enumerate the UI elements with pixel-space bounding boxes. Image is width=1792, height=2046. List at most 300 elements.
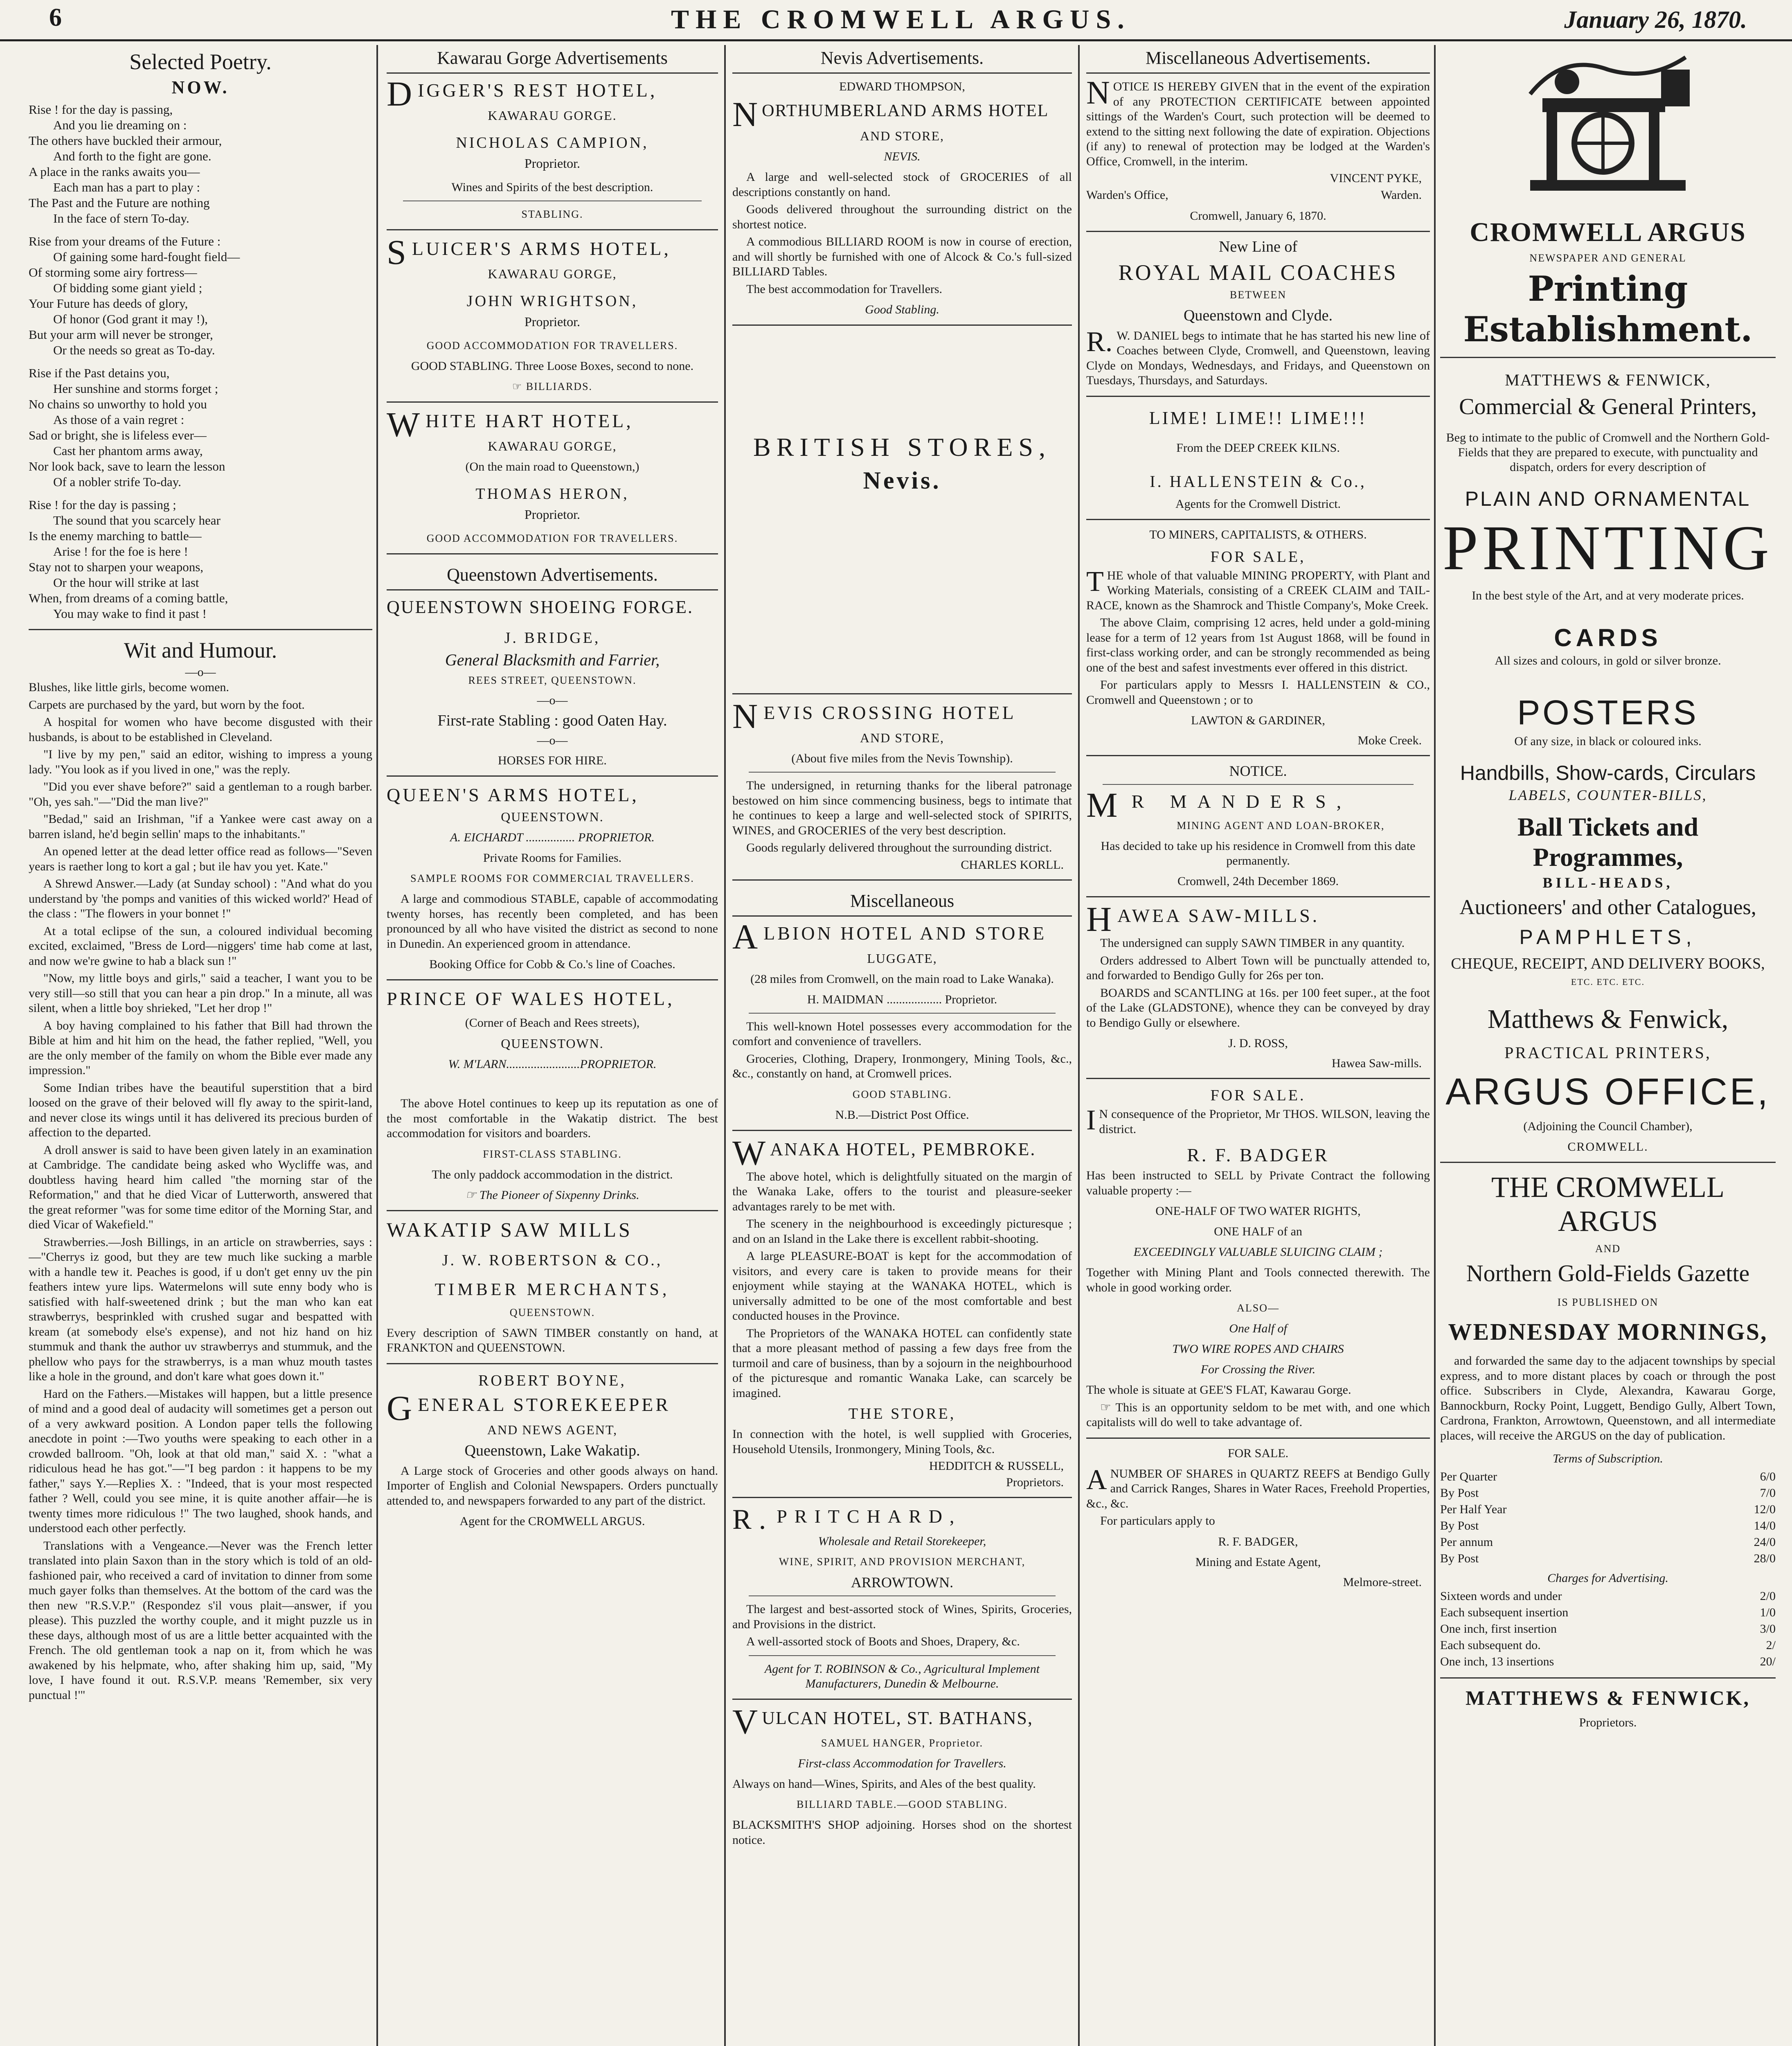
ad-sub: MINING AGENT AND LOAN-BROKER, bbox=[1177, 820, 1385, 831]
drop-cap: A bbox=[732, 917, 761, 956]
ad-trade: General Blacksmith and Farrier, bbox=[445, 651, 660, 669]
rate-label: Each subsequent insertion bbox=[1440, 1606, 1569, 1619]
poem-line: The Past and the Future are nothing bbox=[29, 196, 210, 210]
poem-line: Nor look back, save to learn the lesson bbox=[29, 459, 225, 473]
ad-body: Goods regularly delivered throughout the surrounding district. bbox=[746, 841, 1052, 854]
brand-sub: NEWSPAPER AND GENERAL bbox=[1529, 252, 1686, 264]
ad-proprietor: H. MAIDMAN .................. Proprietor. bbox=[807, 992, 997, 1006]
ad-line: One Half of bbox=[1229, 1322, 1287, 1335]
cards-note: All sizes and colours, in gold or silver bronze. bbox=[1495, 654, 1721, 667]
masthead bbox=[0, 0, 1792, 41]
ad-line: The only paddock accommodation in the district. bbox=[432, 1167, 673, 1181]
proprietor-name: JOHN WRIGHTSON, bbox=[466, 293, 638, 310]
ad-signature: Melmore-street. bbox=[1343, 1575, 1422, 1589]
ad-address: REES STREET, QUEENSTOWN. bbox=[468, 674, 637, 686]
wit-paragraph: A droll answer is said to have been given lately in an examination at Cambridge. The candidate being asked who Wycliffe was, and doubtless having heard him called "the morning star of the Reformation," and that he died Vicar of Lutterworth, answered that the great reformer "was for some time editor of the Morning Star, and died Vicar of Wakefield." bbox=[29, 1143, 372, 1231]
ad-signature: Moke Creek. bbox=[1358, 734, 1422, 747]
rate-row bbox=[1440, 1637, 1776, 1654]
ornament: —o— bbox=[185, 665, 216, 679]
ad-body: A well-assorted stock of Boots and Shoes, Drapery, &c. bbox=[746, 1635, 1020, 1648]
ad-line: ☞ BILLIARDS. bbox=[512, 381, 593, 392]
office-town: CROMWELL. bbox=[1567, 1140, 1648, 1154]
drop-cap: S bbox=[387, 232, 409, 272]
ad-title: IGGER'S REST HOTEL, bbox=[418, 80, 657, 101]
ad-place: QUEENSTOWN. bbox=[501, 809, 604, 824]
column-poetry-wit bbox=[29, 45, 372, 2046]
poem-line: Or the hour will strike at last bbox=[53, 575, 199, 590]
ad-vulcan-hotel bbox=[732, 1701, 1072, 1848]
ad-line: Agents for the Cromwell District. bbox=[1175, 497, 1341, 511]
wit-paragraph: At a total eclipse of the sun, a coloured individual becoming excited, exclaimed, "Bress de Lord—niggers' time hab come at last, and now we're gwine to hab a black sun !" bbox=[29, 924, 372, 968]
page-number: 6 bbox=[49, 4, 62, 32]
ad-body: The largest and best-assorted stock of Wines, Spirits, Groceries, and Provisions in the district. bbox=[732, 1602, 1072, 1631]
ad-title: ROYAL MAIL COACHES bbox=[1118, 260, 1398, 285]
ad-body: For particulars apply to bbox=[1100, 1514, 1215, 1528]
drop-cap: T bbox=[1086, 566, 1104, 597]
ad-title: EVIS CROSSING HOTEL bbox=[763, 702, 1016, 723]
ad-line: GOOD STABLING. bbox=[852, 1088, 952, 1100]
column-kawarau-queenstown bbox=[387, 45, 718, 2046]
pointing-hand-icon: ☞ bbox=[465, 1188, 480, 1202]
footer-role: Proprietors. bbox=[1579, 1716, 1637, 1729]
ad-sub: AND STORE, bbox=[860, 730, 945, 745]
printing-note: In the best style of the Art, and at very moderate prices. bbox=[1472, 589, 1744, 602]
ad-title: ORTHUMBERLAND ARMS HOTEL bbox=[762, 101, 1049, 120]
pointing-hand-icon: ☞ bbox=[512, 381, 526, 392]
ad-title: LBION HOTEL AND STORE bbox=[763, 922, 1047, 944]
poem-line: As those of a vain regret : bbox=[53, 412, 185, 427]
ad-body: W. DANIEL begs to intimate that he has started his new line of Coaches between Clyde, Cromwell, and Queenstown, leaving Clyde on Mondays, Wednesdays, and Fridays, and Queenstown on Tuesdays, Thursdays, and Saturdays. bbox=[1086, 329, 1430, 387]
poem-line: A place in the ranks awaits you— bbox=[29, 164, 200, 179]
ad-body: NUMBER OF SHARES in QUARTZ REEFS at Bendigo Gully and Carrick Ranges, Shares in Water Races, Freehold Properties, &c., &c. bbox=[1086, 1467, 1430, 1510]
ad-signature: J. D. ROSS, bbox=[1228, 1037, 1288, 1050]
paper-subtitle: Northern Gold-Fields Gazette bbox=[1466, 1260, 1750, 1287]
ad-trade: TIMBER MERCHANTS, bbox=[434, 1280, 670, 1299]
wit-paragraph: Blushes, like little girls, become women. bbox=[29, 680, 229, 694]
rate-row bbox=[1440, 1621, 1776, 1637]
wit-paragraph: An opened letter at the dead letter office read as follows—"Seven years is raether long to kort a gal ; but ile hav you yet. Kate." bbox=[29, 845, 372, 873]
ad-place: ARROWTOWN. bbox=[851, 1574, 954, 1591]
drop-cap: I bbox=[1086, 1104, 1096, 1136]
plain-ornamental: PLAIN AND ORNAMENTAL bbox=[1465, 487, 1751, 510]
ad-title: WAKATIP SAW MILLS bbox=[387, 1218, 633, 1241]
ad-body: N consequence of the Proprietor, Mr THOS. WILSON, leaving the district. bbox=[1099, 1107, 1430, 1136]
terms-table bbox=[1440, 1469, 1776, 1567]
ad-date: Cromwell, 24th December 1869. bbox=[1177, 874, 1339, 888]
ad-line: STABLING. bbox=[521, 208, 583, 220]
ad-wanaka-hotel bbox=[732, 1133, 1072, 1490]
rate-value: 20/ bbox=[1760, 1655, 1776, 1668]
section-heading: Nevis Advertisements. bbox=[732, 45, 1072, 74]
ad-body: A large and commodious STABLE, capable of accommodating twenty horses, has recently been completed, and has been pronounced by all who have visited the district as second to none in Dunedin. An experienced groom in attendance. bbox=[387, 892, 718, 951]
ad-signature: R. F. BADGER, bbox=[1218, 1534, 1298, 1548]
ad-heading: FOR SALE. bbox=[1210, 1087, 1306, 1104]
ad-robert-boyne bbox=[387, 1372, 718, 1529]
ad-line: BILLIARD TABLE.—GOOD STABLING. bbox=[796, 1798, 1008, 1810]
ad-line: ONE-HALF OF TWO WATER RIGHTS, bbox=[1155, 1204, 1361, 1218]
labels-line: LABELS, COUNTER-BILLS, bbox=[1508, 787, 1707, 803]
ad-route: Queenstown and Clyde. bbox=[1183, 306, 1333, 324]
poem-line: Or the needs so great as To-day. bbox=[53, 343, 215, 357]
poem-line: Her sunshine and storms forget ; bbox=[53, 381, 218, 396]
drop-cap: A bbox=[1086, 1464, 1107, 1496]
ad-line: Warden's Office, Warden. bbox=[1086, 188, 1422, 202]
wit-paragraph: "Did you ever shave before?" said a gentleman to a rough barber. "Oh, yes sah."—"Did the man live?" bbox=[29, 780, 372, 809]
poem-line: And you lie dreaming on : bbox=[53, 118, 187, 132]
cards-heading: CARDS bbox=[1554, 624, 1662, 651]
wit-paragraph: A boy having complained to his father that Bill had thrown the Bible at him and hit him on the head, the father replied, "Well, you are the only member of the family on whom the Bible ever made any impression." bbox=[29, 1018, 372, 1077]
ad-body: The whole is situate at GEE'S FLAT, Kawarau Gorge. bbox=[1086, 1383, 1351, 1397]
ad-line: Wines and Spirits of the best description. bbox=[451, 180, 653, 194]
wit-paragraph: "Now, my little boys and girls," said a teacher, I want you to be very still—so still that you can hear a pin drop." In a minute, all was silent, when a little boy shrieked, "Let her drop !" bbox=[29, 971, 372, 1015]
ad-trade: Wholesale and Retail Storekeeper, bbox=[818, 1534, 986, 1548]
paper-title: THE CROMWELL ARGUS bbox=[1491, 1171, 1724, 1237]
ad-firm: J. W. ROBERTSON & CO., bbox=[442, 1251, 663, 1269]
rate-label: By Post bbox=[1440, 1486, 1479, 1500]
terms-heading: Terms of Subscription. bbox=[1553, 1452, 1663, 1465]
ad-body: The undersigned, in returning thanks for the liberal patronage bestowed on him since commencing business, begs to intimate that he continues to keep a large and well-selected stock of SPIRITS, WINES, and GROCERIES of the very best description. bbox=[732, 779, 1072, 837]
ad-diggers-rest bbox=[387, 74, 718, 222]
pointing-hand-icon: ☞ bbox=[1100, 1400, 1116, 1414]
wit-paragraphs bbox=[29, 680, 372, 1703]
ad-protection-notice bbox=[1086, 75, 1430, 223]
poem-line: Of a nobler strife To-day. bbox=[53, 475, 181, 489]
wit-paragraph: A hospital for women who have become disgusted with their husbands, is about to be established in Cleveland. bbox=[29, 715, 372, 744]
office-location: (Adjoining the Council Chamber), bbox=[1523, 1120, 1693, 1133]
ad-line: Booking Office for Cobb & Co.'s line of Coaches. bbox=[429, 958, 675, 971]
poem-line: Stay not to sharpen your weapons, bbox=[29, 560, 204, 574]
ad-line: GOOD ACCOMMODATION FOR TRAVELLERS. bbox=[426, 340, 678, 352]
drop-cap: R. bbox=[1086, 326, 1113, 358]
ad-signature: LAWTON & GARDINER, bbox=[1191, 714, 1325, 727]
promo-body: Beg to intimate to the public of Cromwell and the Northern Gold-Fields that they are prepared to execute, with punctuality and dispatch, orders for every description of bbox=[1446, 431, 1770, 474]
ad-queens-arms bbox=[387, 784, 718, 972]
paper-and: AND bbox=[1595, 1243, 1621, 1255]
poem-line: The sound that you scarcely hear bbox=[53, 513, 221, 527]
wit-paragraph: "I live by my pen," said an editor, wishing to impress a young lady. "You look as if you lived in one," was the reply. bbox=[29, 748, 372, 776]
column-rule bbox=[724, 45, 726, 2046]
ad-date: Cromwell, January 6, 1870. bbox=[1190, 209, 1326, 223]
ad-place: KAWARAU GORGE. bbox=[488, 108, 617, 123]
rate-row bbox=[1440, 1518, 1776, 1534]
publication-day: WEDNESDAY MORNINGS, bbox=[1448, 1318, 1768, 1345]
ad-line: ONE HALF of an bbox=[1214, 1225, 1302, 1238]
ad-title: BRITISH STORES, bbox=[753, 433, 1051, 462]
ad-note: (28 miles from Cromwell, on the main road to Lake Wanaka). bbox=[750, 972, 1054, 986]
ad-place: Queenstown, Lake Wakatip. bbox=[464, 1442, 640, 1459]
column-misc-ads bbox=[1086, 45, 1430, 2046]
ad-sub: WINE, SPIRIT, AND PROVISION MERCHANT, bbox=[779, 1556, 1026, 1568]
wit-heading: Wit and Humour. bbox=[124, 638, 277, 662]
ad-albion-hotel bbox=[732, 917, 1072, 1122]
ad-between: BETWEEN bbox=[1229, 288, 1287, 301]
brand-name: CROMWELL ARGUS bbox=[1470, 217, 1746, 247]
poem-line: In the face of stern To-day. bbox=[53, 211, 189, 225]
poem-line: No chains so unworthy to hold you bbox=[29, 397, 207, 411]
ad-title: PRINCE OF WALES HOTEL, bbox=[387, 988, 675, 1009]
auctioneers-line: Auctioneers' and other Catalogues, bbox=[1459, 896, 1756, 919]
proprietor-name: THOMAS HERON, bbox=[475, 485, 629, 502]
poem-line: Your Future has deeds of glory, bbox=[29, 296, 188, 311]
ad-proprietor: SAMUEL HANGER, Proprietor. bbox=[821, 1737, 984, 1749]
rate-row bbox=[1440, 1501, 1776, 1518]
pamphlets-line: PAMPHLETS, bbox=[1519, 926, 1697, 949]
ad-body: The undersigned can supply SAWN TIMBER in any quantity. bbox=[1100, 936, 1405, 950]
ad-heading: TO MINERS, CAPITALISTS, & OTHERS. bbox=[1149, 527, 1367, 541]
wit-paragraph: Carpets are purchased by the yard, but worn by the foot. bbox=[29, 698, 305, 712]
newspaper-title: THE CROMWELL ARGUS. bbox=[671, 5, 1131, 34]
drop-cap: W bbox=[732, 1133, 767, 1172]
ad-body: A large and well-selected stock of GROCERIES of all descriptions constantly on hand. bbox=[732, 170, 1072, 199]
drop-cap: W bbox=[387, 405, 423, 444]
rate-value: 14/0 bbox=[1754, 1519, 1776, 1532]
poem-line: Rise ! for the day is passing ; bbox=[29, 498, 176, 512]
rate-value: 28/0 bbox=[1754, 1552, 1776, 1565]
wit-paragraph: Some Indian tribes have the beautiful superstition that a bird loosed on the grave of their beloved will fly away to the spirit-land, and never close its wings until it has delivered its precious burden of affection to the departed. bbox=[29, 1081, 372, 1139]
ad-line: Agent for the CROMWELL ARGUS. bbox=[459, 1514, 645, 1528]
ad-line: N.B.—District Post Office. bbox=[835, 1108, 969, 1122]
ad-title: PRITCHARD, bbox=[777, 1506, 962, 1527]
poem-line: Rise from your dreams of the Future : bbox=[29, 234, 221, 248]
ad-place: QUEENSTOWN. bbox=[501, 1036, 604, 1051]
argus-office: ARGUS OFFICE, bbox=[1445, 1071, 1770, 1113]
rate-row bbox=[1440, 1469, 1776, 1485]
rate-value: 24/0 bbox=[1754, 1535, 1776, 1549]
ad-body: This well-known Hotel possesses every accommodation for the comfort and convenience of travellers. bbox=[732, 1019, 1072, 1048]
ad-proprietor: A. EICHARDT ................ PROPRIETOR. bbox=[450, 831, 655, 844]
ad-body: BOARDS and SCANTLING at 16s. per 100 feet super., at the foot of the Lake (GLADSTONE), whence they can be conveyed by dray to Bendigo Gully or elsewhere. bbox=[1086, 986, 1430, 1030]
posters-note: Of any size, in black or coloured inks. bbox=[1514, 735, 1702, 748]
drop-cap: N bbox=[1086, 75, 1110, 111]
rate-row bbox=[1440, 1534, 1776, 1550]
ad-body: The above Claim, comprising 12 acres, held under a gold-mining lease for a term of 12 years from 1st August 1868, will be found in first-class working order, and can be strongly recommended as being one of the best and safest investments ever offered in this district. bbox=[1086, 616, 1430, 674]
ad-line: First-class Accommodation for Travellers. bbox=[798, 1756, 1006, 1770]
ad-line: ALSO— bbox=[1237, 1302, 1279, 1314]
ad-line: Agent for T. ROBINSON & Co., Agricultural Implement Manufacturers, Dunedin & Melbourne. bbox=[764, 1662, 1040, 1690]
ad-body: A commodious BILLIARD ROOM is now in course of erection, and will shortly be furnished with one of Alcock & Co.'s full-sized BILLIARD Tables. bbox=[732, 235, 1072, 278]
ad-hawea-saw-mills bbox=[1086, 899, 1430, 1070]
column-printing-office bbox=[1440, 45, 1776, 2046]
section-heading: Queenstown Advertisements. bbox=[387, 562, 718, 590]
poem-line: When, from dreams of a coming battle, bbox=[29, 591, 228, 605]
issue-date: January 26, 1870. bbox=[1564, 6, 1747, 33]
ad-body: Groceries, Clothing, Drapery, Ironmongery, Mining Tools, &c., &c., constantly on hand, at Cromwell prices. bbox=[732, 1052, 1072, 1080]
ad-body: The above Hotel continues to keep up its reputation as one of the most comfortable in the Wakatip district. The best accommodation for visitors and boarders. bbox=[387, 1097, 718, 1140]
cheque-line: CHEQUE, RECEIPT, AND DELIVERY BOOKS, bbox=[1451, 955, 1765, 972]
poetry-heading: Selected Poetry. bbox=[129, 50, 272, 74]
ad-royal-mail-coaches bbox=[1086, 239, 1430, 388]
rate-label: One inch, 13 insertions bbox=[1440, 1655, 1554, 1668]
ad-signature: Mining and Estate Agent, bbox=[1195, 1555, 1321, 1569]
poem-line: Of bidding some giant yield ; bbox=[53, 281, 203, 295]
proprietor-role: Proprietor. bbox=[525, 156, 580, 171]
ad-title: QUEEN'S ARMS HOTEL, bbox=[387, 784, 639, 805]
proprietor-name: EDWARD THOMPSON, bbox=[839, 80, 965, 93]
wit-paragraph: Translations with a Vengeance.—Never was the French letter translated into plain Saxon than in the story which is told of an old-fashioned pair, who received a card of invitation to dinner from some much gayer folks than themselves. At the bottom of the card was the then new "R.S.V.P." (Respondez s'il vous plait—answer, if you please). This puzzled the worthy couple, and it might puzzle us in these days, although most of us are a little better acquainted with the French. The old gentleman took a nap on it, from which he was awakened by his helpmate, who, after shaking him up, said, "My love, I have found it out. R.S.V.P. means 'Remember, six very punctual !'" bbox=[29, 1539, 372, 1702]
ad-note: (Corner of Beach and Rees streets), bbox=[465, 1016, 640, 1030]
poem-line: Arise ! for the foe is here ! bbox=[53, 544, 188, 559]
ad-heading: NOTICE. bbox=[1229, 763, 1287, 779]
ad-place: LUGGATE, bbox=[867, 951, 937, 966]
ad-body: In connection with the hotel, is well supplied with Groceries, Household Utensils, Ironmongery, Mining Tools, &c. bbox=[732, 1427, 1072, 1456]
column-nevis-misc bbox=[732, 45, 1072, 2046]
etc-line: ETC. ETC. ETC. bbox=[1571, 977, 1645, 987]
ad-line: EXCEEDINGLY VALUABLE SLUICING CLAIM ; bbox=[1133, 1245, 1383, 1259]
billheads-line: BILL-HEADS, bbox=[1542, 874, 1673, 891]
poem-line: Rise if the Past detains you, bbox=[29, 366, 170, 380]
ad-signature: VINCENT PYKE, bbox=[1330, 171, 1422, 185]
ad-sub: AND STORE, bbox=[860, 128, 945, 143]
ad-place: KAWARAU GORGE, bbox=[488, 266, 617, 281]
ad-badger-sale bbox=[1086, 1086, 1430, 1430]
firm-tagline: Commercial & General Printers, bbox=[1459, 394, 1757, 419]
ad-sluicers-arms bbox=[387, 232, 718, 394]
drop-cap: N bbox=[732, 95, 759, 134]
ad-line: Private Rooms for Families. bbox=[483, 851, 622, 865]
rate-label: Per Quarter bbox=[1440, 1470, 1497, 1483]
poem-line: Cast her phantom arms away, bbox=[53, 444, 203, 458]
drop-cap: D bbox=[387, 74, 415, 113]
rate-value: 7/0 bbox=[1760, 1486, 1776, 1500]
rate-label: Per Half Year bbox=[1440, 1503, 1507, 1516]
ad-body: A large PLEASURE-BOAT is kept for the accommodation of visitors, and every care is taken to provide means for their enjoyment while staying at the WANAKA HOTEL, which is universally admitted to be one of the most comfortable and best conducted houses in the Province. bbox=[732, 1249, 1072, 1323]
divider bbox=[29, 629, 372, 630]
printing-heading: PRINTING bbox=[1443, 512, 1773, 583]
ad-body: ☞ This is an opportunity seldom to be met with, and one which capitalists will do well to take advantage of. bbox=[1086, 1400, 1430, 1429]
poem-line: Of storming some airy fortress— bbox=[29, 265, 197, 279]
ad-proprietor: W. M'LARN........................PROPRIETOR. bbox=[448, 1057, 657, 1071]
proprietor-role: Proprietor. bbox=[525, 314, 580, 329]
ad-pritchard bbox=[732, 1505, 1072, 1691]
wit-paragraph: Strawberries.—Josh Billings, in an article on strawberries, says :—"Cherrys iz good, but they are tew much like sucking a marble with a handle tew it. Peaches is good, if u don't get enny uv the pin feathers intew yure lips. Watermelons will sute enny body who is satisfied with half-sweetened drink ; but the man who kan eat strawberrys, besprinkled with crushed sugar and bespatted with kream (at somebody else's expense), and not hiz hand on hiz stummuk and thank the author uv strawberrys and stummuk, and the phellow who pays for the strawberrys, is a man whuz mouth tastes like a hole in the ground, and don't kare what goes down it." bbox=[29, 1235, 372, 1383]
rate-value: 3/0 bbox=[1760, 1622, 1776, 1636]
ad-body: HE whole of that valuable MINING PROPERTY, with Plant and Working Materials, consisting of a CREEK CLAIM and TAIL-RACE, known as the Shamrock and Thistle Company's, Moke Creek. bbox=[1086, 568, 1430, 612]
ad-title: R MANDERS, bbox=[1131, 791, 1352, 812]
gothic-heading: Printing Establishment. bbox=[1463, 268, 1753, 349]
charges-table bbox=[1440, 1588, 1776, 1670]
rate-row bbox=[1440, 1588, 1776, 1604]
ad-title: ANAKA HOTEL, PEMBROKE. bbox=[770, 1139, 1036, 1159]
charges-heading: Charges for Advertising. bbox=[1547, 1571, 1668, 1585]
wit-paragraph: A Shrewd Answer.—Lady (at Sunday school) : "And what do you understand by 'the pomps and vanities of this wicked world?' Head of the class : "The flowers in your bonnet !" bbox=[29, 877, 372, 920]
drop-cap: V bbox=[732, 1701, 759, 1741]
ad-place: KAWARAU GORGE, bbox=[488, 439, 617, 453]
ad-line: For Crossing the River. bbox=[1200, 1363, 1316, 1376]
ad-title: LIME! LIME!! LIME!!! bbox=[1149, 408, 1367, 428]
ad-body: Has decided to take up his residence in Cromwell from this date permanently. bbox=[1101, 839, 1416, 868]
rate-value: 12/0 bbox=[1754, 1503, 1776, 1516]
poem bbox=[29, 102, 372, 622]
promo-body: and forwarded the same day to the adjacent townships by special express, and to more distant places by coach or through the post office. Subscribers in Clyde, Alexandra, Kawarau Gorge, Bannockburn, Rocky Point, Luggett, Bendigo Gully, Albert Town, Cardrona, Frankton, Arrowtown, Queenstown, and all intermediate places, will receive the ARGUS on the day of publication. bbox=[1440, 1354, 1776, 1442]
ad-shoeing-forge: QUEENSTOWN SHOEING FORGE. J. BRIDGE, General Blacksmith and Farrier, REES STREET, QUEENSTOWN. —o— First-rate Stabling : good Oaten Hay. —o— HORSES FOR HIRE. bbox=[387, 596, 718, 768]
ad-signature: CHARLES KORLL. bbox=[961, 858, 1064, 872]
rate-value: 6/0 bbox=[1760, 1470, 1776, 1483]
wit-paragraph: Hard on the Fathers.—Mistakes will happen, but a little presence of mind and a good deal of audacity will sometimes get a person out of a very awkward position. A London paper tells the following anecdote in point :—Two youths were speaking to each other in a crowded ballroom. "Oh, look at that old man," said X. : "what a ridiculous head he has got."—"I beg pardon : it happens to be my father," says Y.—Replies X. : "Indeed, that is your most respected father ? Well, could you see mine, it is quite another affair—he is twenty times more ridiculous !" The two laughed, shook hands, and understood each other perfectly. bbox=[29, 1387, 372, 1535]
rate-row bbox=[1440, 1485, 1776, 1501]
section-heading: Kawarau Gorge Advertisements bbox=[387, 45, 718, 74]
poem-stanza bbox=[29, 497, 372, 622]
ad-sub: AND NEWS AGENT, bbox=[487, 1422, 618, 1437]
rate-label: By Post bbox=[1440, 1519, 1479, 1532]
ad-heading: FOR SALE. bbox=[1227, 1446, 1289, 1460]
ad-body: Every description of SAWN TIMBER constantly on hand, at FRANKTON and QUEENSTOWN. bbox=[387, 1326, 718, 1354]
poem-line: Of gaining some hard-fought field— bbox=[53, 250, 240, 264]
ad-signature: HEDDITCH & RUSSELL, bbox=[929, 1459, 1064, 1473]
ad-place: NEVIS. bbox=[884, 150, 921, 163]
ad-line: TWO WIRE ROPES AND CHAIRS bbox=[1172, 1342, 1344, 1356]
ad-mining-property-sale bbox=[1086, 527, 1430, 748]
matthews-fenwick: Matthews & Fenwick, bbox=[1487, 1004, 1729, 1034]
proprietor-name: ROBERT BOYNE, bbox=[478, 1372, 626, 1389]
rate-value: 2/0 bbox=[1760, 1589, 1776, 1603]
ad-title: QUEENSTOWN SHOEING FORGE. bbox=[387, 597, 694, 617]
rate-label: One inch, first insertion bbox=[1440, 1622, 1557, 1636]
poem-line: Of honor (God grant it may !), bbox=[53, 312, 208, 326]
proprietor-name: NICHOLAS CAMPION, bbox=[456, 134, 649, 151]
ad-body: Together with Mining Plant and Tools connected therewith. The whole in good working order. bbox=[1086, 1266, 1430, 1294]
poem-stanza bbox=[29, 102, 372, 226]
ad-lime bbox=[1086, 408, 1430, 512]
section-heading: Miscellaneous bbox=[732, 888, 1072, 917]
ad-line: HORSES FOR HIRE. bbox=[498, 754, 607, 767]
ad-body: The Proprietors of the WANAKA HOTEL can confidently state that a more pleasant method of passing a few days free from the turmoil and care of business, than by a sojourn in the neighbourhood of the picturesque and romantic Wanaka Lake, can scarcely be imagined. bbox=[732, 1326, 1072, 1400]
ball-tickets-line: Ball Tickets and Programmes, bbox=[1517, 812, 1699, 872]
column-rule bbox=[1434, 45, 1436, 2046]
ad-body: Has been instructed to SELL by Private Contract the following valuable property :— bbox=[1086, 1169, 1430, 1197]
ad-signature: Proprietors. bbox=[1006, 1476, 1064, 1489]
ad-northumberland-arms bbox=[732, 79, 1072, 317]
ad-line: Good Stabling. bbox=[865, 303, 939, 316]
poem-line: Rise ! for the day is passing, bbox=[29, 102, 173, 117]
rate-label: Sixteen words and under bbox=[1440, 1589, 1562, 1603]
rate-value: 2/ bbox=[1766, 1638, 1776, 1652]
ad-subheading: THE STORE, bbox=[848, 1405, 956, 1422]
ad-body: OTICE IS HEREBY GIVEN that in the event of the expiration of any PROTECTION CERTIFICATE between appointed sittings of the Warden's Court, such protection will be deemed to extend to the sitting next following the date of expiration. Objections (if any) to renewal of protection may be lodged at the Warden's Office, Cromwell, in the interim. bbox=[1086, 80, 1430, 168]
section-heading: Miscellaneous Advertisements. bbox=[1086, 45, 1430, 74]
ad-body: The best accommodation for Travellers. bbox=[746, 282, 943, 296]
rate-row bbox=[1440, 1550, 1776, 1567]
drop-cap: H bbox=[1086, 899, 1114, 939]
poem-line: The others have buckled their armour, bbox=[29, 133, 222, 148]
rate-row bbox=[1440, 1654, 1776, 1670]
rate-value: 1/0 bbox=[1760, 1606, 1776, 1619]
poem-line: Sad or bright, she is lifeless ever— bbox=[29, 428, 207, 442]
ad-line: From the DEEP CREEK KILNS. bbox=[1176, 441, 1340, 455]
agent-name: R. F. BADGER bbox=[1187, 1145, 1329, 1165]
poem-title: NOW. bbox=[171, 77, 230, 97]
ad-body: Goods delivered throughout the surrounding district on the shortest notice. bbox=[732, 203, 1072, 231]
ad-line: ☞ The Pioneer of Sixpenny Drinks. bbox=[465, 1188, 639, 1202]
poem-stanza bbox=[29, 365, 372, 490]
ad-sale: FOR SALE, bbox=[1210, 548, 1306, 566]
published-on: IS PUBLISHED ON bbox=[1557, 1296, 1659, 1308]
drop-cap: R. bbox=[732, 1504, 774, 1535]
poem-stanza bbox=[29, 234, 372, 358]
wit-paragraph: "Bedad," said an Irishman, "if a Yankee were cast away on a barren island, he'd begin sellin' maps to the inhabitants." bbox=[29, 812, 372, 841]
ad-sub: New Line of bbox=[1218, 238, 1298, 255]
ad-white-hart bbox=[387, 405, 718, 546]
ad-firm: I. HALLENSTEIN & Co., bbox=[1150, 472, 1367, 491]
ad-line: GOOD STABLING. Three Loose Boxes, second to none. bbox=[411, 359, 694, 373]
handbills-line: Handbills, Show-cards, Circulars bbox=[1460, 762, 1756, 784]
ad-place: QUEENSTOWN. bbox=[509, 1306, 595, 1318]
rate-label: Each subsequent do. bbox=[1440, 1638, 1541, 1652]
rate-label: By Post bbox=[1440, 1552, 1479, 1565]
ad-body: The above hotel, which is delightfully situated on the margin of the Wanaka Lake, offers to the tourist and pleasure-seeker advantages rarely to be met with. bbox=[732, 1169, 1072, 1213]
ad-body: BLACKSMITH'S SHOP adjoining. Horses shod on the shortest notice. bbox=[732, 1818, 1072, 1847]
ad-title: ENERAL STOREKEEPER bbox=[418, 1394, 671, 1415]
rate-row bbox=[1440, 1604, 1776, 1621]
